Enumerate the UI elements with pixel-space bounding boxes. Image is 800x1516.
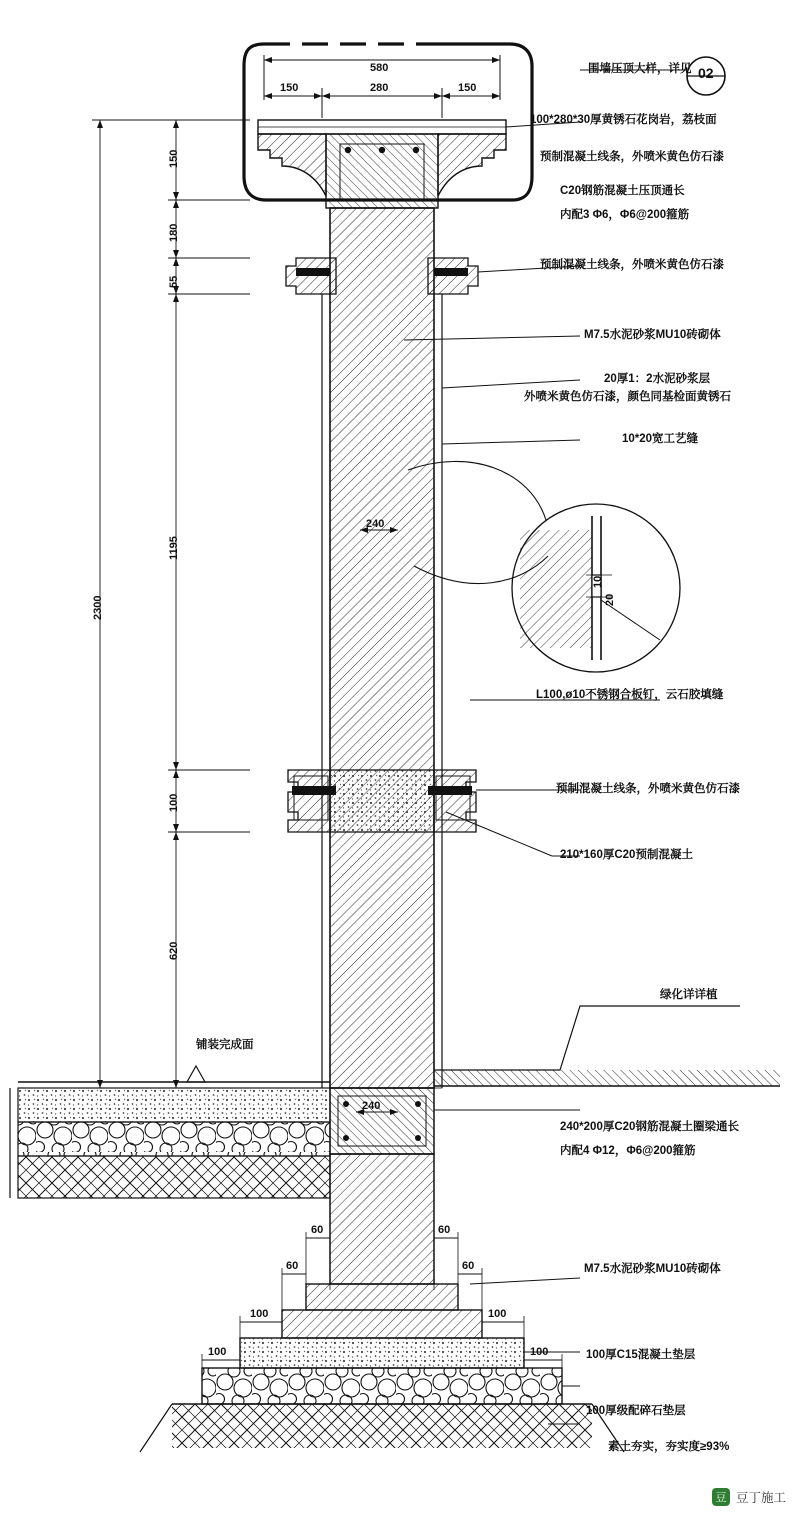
- note-plaster-1: 20厚1：2水泥砂浆层: [604, 373, 711, 385]
- note-precast-block: 210*160厚C20预制混凝土: [560, 849, 693, 861]
- dim-100: 100: [168, 793, 180, 812]
- dim-foot-60-a: 60: [311, 1224, 324, 1236]
- dim-foot-60-d: 60: [462, 1260, 475, 1272]
- watermark: [712, 1488, 786, 1506]
- watermark-label: 豆丁施工: [735, 1491, 786, 1505]
- detail-marker-number: 02: [698, 65, 714, 81]
- note-anchor: L100,ø10不锈钢合板钉，云石胶填缝: [536, 689, 724, 701]
- note-paving-level: 铺装完成面: [196, 1039, 254, 1051]
- dim-cap-left: 150: [280, 82, 299, 94]
- note-brick-footing: M7.5水泥砂浆MU10砖砌体: [584, 1263, 721, 1275]
- dim-foot-100-a: 100: [250, 1308, 269, 1320]
- dim-cap-mid: 280: [370, 82, 389, 94]
- note-c20-cap-2: 内配3 Φ6，Φ6@200箍筋: [560, 209, 690, 221]
- dim-55: 55: [168, 275, 180, 288]
- dim-cap-right: 150: [458, 82, 477, 94]
- note-subgrade: 素土夯实，夯实度≥93%: [608, 1441, 730, 1453]
- dim-foot-60-b: 60: [438, 1224, 451, 1236]
- note-precast-line-1: 预制混凝土线条，外喷米黄色仿石漆: [540, 151, 724, 163]
- note-c20-cap-1: C20钢筋混凝土压顶通长: [560, 185, 685, 197]
- dim-150: 150: [168, 149, 180, 168]
- note-brick-body: M7.5水泥砂浆MU10砖砌体: [584, 329, 721, 341]
- dim-cap-total: 580: [370, 62, 389, 74]
- dim-foot-100-c: 100: [208, 1346, 227, 1358]
- note-granite: 100*280*30厚黄锈石花岗岩，荔枝面: [530, 114, 717, 126]
- dim-1195: 1195: [168, 536, 180, 560]
- dim-foot-100-d: 100: [530, 1346, 549, 1358]
- note-planting: 绿化详详植: [660, 989, 718, 1001]
- note-ring-beam-2: 内配4 Φ12，Φ6@200箍筋: [560, 1145, 696, 1157]
- note-precast-line-3: 预制混凝土线条，外喷米黄色仿石漆: [556, 783, 740, 795]
- note-precast-line-2: 预制混凝土线条，外喷米黄色仿石漆: [540, 259, 724, 271]
- dim-180: 180: [168, 223, 180, 242]
- dim-joint-20: 20: [604, 593, 616, 606]
- note-cushion-c15: 100厚C15混凝土垫层: [586, 1349, 696, 1361]
- dim-wall-240-lower: 240: [362, 1100, 381, 1112]
- watermark-icon: 豆: [712, 1488, 730, 1506]
- dim-foot-60-c: 60: [286, 1260, 299, 1272]
- note-ring-beam-1: 240*200厚C20钢筋混凝土圈梁通长: [560, 1121, 739, 1133]
- note-cap-detail: 围墙压顶大样，详见: [588, 63, 692, 75]
- dim-foot-100-b: 100: [488, 1308, 507, 1320]
- note-cushion-gravel: 100厚级配碎石垫层: [586, 1405, 686, 1417]
- dim-620: 620: [168, 941, 180, 960]
- dim-2300: 2300: [92, 595, 104, 620]
- note-plaster-2: 外喷米黄色仿石漆，颜色同基检面黄锈石: [524, 391, 731, 403]
- note-joint: 10*20宽工艺缝: [622, 433, 699, 445]
- dim-wall-240-upper: 240: [366, 518, 385, 530]
- dim-joint-10: 10: [592, 575, 604, 588]
